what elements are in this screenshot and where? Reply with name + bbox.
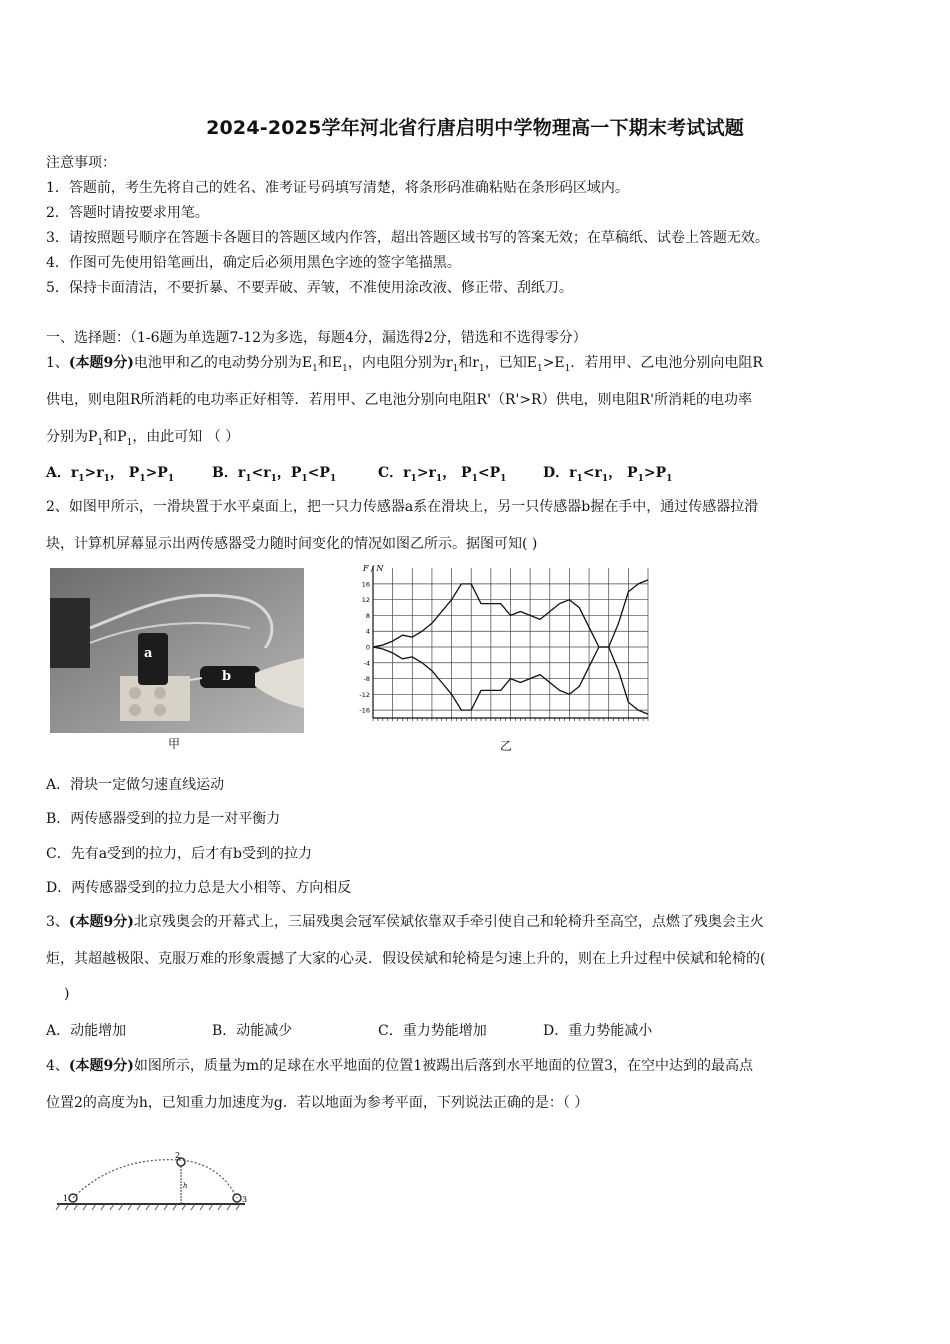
subscript: 1 [601,473,609,484]
sensor-b-label: b [222,669,232,684]
subscript: 1 [342,363,348,374]
option-text: ， P [442,465,472,481]
chart-y-tick-label: -4 [363,659,370,668]
q2-line1: 2、如图甲所示，一滑块置于水平桌面上，把一只力传感器a系在滑块上，另一只传感器b握在手中，通过传感器拉滑 [46,499,759,515]
option-text: <r [251,465,271,481]
notice-heading: 注意事项： [46,155,116,171]
q2-option-c[interactable]: C．先有a受到的拉力，后才有b受到的拉力 [46,846,313,862]
q4-line2: 位置2的高度为h，已知重力加速度为g．若以地面为参考平面，下列说法正确的是：（ ） [46,1095,589,1111]
q1-option-c[interactable] [378,462,506,484]
subscript: 1 [139,473,146,484]
option-text: <r [582,465,602,481]
q1-option-a[interactable] [46,462,174,484]
q1-text: 和r [458,355,479,371]
chart-y-tick-label: 0 [365,643,370,652]
subscript: 1 [312,363,318,374]
q4-number: 4、 [46,1058,69,1074]
option-text: r [569,465,577,481]
q3-number: 3、 [46,914,69,930]
sensor-photo [50,568,304,733]
sensor-photo-drawing [50,568,304,733]
option-text: <P [307,465,330,481]
q2-option-d[interactable]: D．两传感器受到的拉力总是大小相等、方向相反 [46,880,352,896]
q1-text: 电池甲和乙的电动势分别为E [133,355,313,371]
figure-caption-jia: 甲 [168,737,181,751]
chart-y-tick-label: 4 [365,627,370,636]
option-text: r [70,465,79,481]
subscript: 1 [564,363,571,374]
q4-line1 [46,1055,908,1075]
q3-line3: ) [64,986,70,1002]
subscript: 1 [500,473,507,484]
q3-option-d[interactable]: D．重力势能减小 [543,1023,653,1039]
q1-line2: 供电，则电阻R所消耗的电功率正好相等．若用甲、乙电池分别向电阻R'（R'>R）供电，则电阻R'所消耗的电功率 [46,392,752,408]
football-trajectory-figure [55,1148,255,1213]
sensor-a-label: a [144,646,153,661]
notice-item: 1．答题前，考生先将自己的姓名、准考证号码填写清楚，将条形码准确粘贴在条形码区域内。 [46,180,629,196]
subscript: 1 [452,363,459,374]
option-label: C． [378,465,404,481]
q1-option-b[interactable] [212,462,336,484]
chart-grid [373,566,648,721]
subscript: 1 [270,473,277,484]
subscript: 1 [167,473,175,484]
subscript: 1 [97,437,104,448]
chart-y-tick-label: -8 [363,675,370,684]
subscript: 1 [576,473,583,484]
q1-option-d[interactable] [543,462,672,484]
section-heading: 一、选择题：（1-6题为单选题7-12为多选，每题4分，漏选得2分，错选和不选得零分） [46,330,587,346]
option-text: r [237,465,246,481]
chart-y-tick-label: 16 [361,580,370,589]
option-text: >P [643,465,667,481]
q1-text: 和E [317,355,343,371]
chart-ylabel: F / N [363,564,384,573]
option-text: >r [416,465,436,481]
notice-item: 5．保持卡面清洁，不要折暴、不要弄破、弄皱，不准使用涂改液、修正带、刮纸刀。 [46,280,573,296]
option-label: A． [46,465,71,481]
q3-option-c[interactable]: C．重力势能增加 [378,1023,487,1039]
trajectory-path [73,1160,237,1198]
chart-y-tick-label: 12 [361,596,370,605]
subscript: 1 [666,473,673,484]
q3-line2: 炬，其超越极限、克服万难的形象震撼了大家的心灵．假设侯斌和轮椅是匀速上升的，则在上升过程中侯斌和轮椅的( [46,951,766,967]
position-3-label: 3 [242,1195,248,1204]
option-text: ， P [109,465,140,481]
q1-line1 [46,352,908,374]
subscript: 1 [435,473,443,484]
q3-option-a[interactable]: A．动能增加 [46,1023,127,1039]
subscript: 1 [301,473,308,484]
notice-item: 2．答题时请按要求用笔。 [46,205,209,221]
q1-score: (本题9分) [68,355,134,371]
q1-text: ，内电阻分别为r [347,355,453,371]
option-text: <P [477,465,501,481]
q3-text: 北京残奥会的开幕式上，三届残奥会冠军侯斌依靠双手牵引使自己和轮椅升至高空，点燃了残奥会主火 [133,914,764,930]
exam-title: 2024-2025学年河北省行唐启明中学物理高一下期末考试试题 [206,117,744,139]
q1-text: 和P [103,429,127,445]
q1-text: >E [542,355,565,371]
chart-y-tick-label: -12 [359,690,370,699]
q2-option-a[interactable]: A．滑块一定做匀速直线运动 [46,777,225,793]
option-text: ，P [276,465,302,481]
subscript: 1 [479,363,485,374]
subscript: 1 [245,473,252,484]
figure-caption-yi: 乙 [500,739,513,753]
position-2-label: 2 [175,1151,181,1160]
option-label: D． [543,465,570,481]
q1-text: ，由此可知 （ ） [132,429,240,445]
option-text: ， P [608,465,638,481]
q4-text: 如图所示，质量为m的足球在水平地面的位置1被踢出后落到水平地面的位置3，在空中达到的最高点 [133,1058,754,1074]
option-text: >r [84,465,104,481]
force-time-chart [345,560,655,735]
q1-text: ，已知E [484,355,537,371]
q3-line1 [46,911,908,931]
position-1-label: 1 [63,1194,69,1203]
subscript: 1 [329,473,337,484]
height-label: h [183,1182,188,1190]
q3-score: (本题9分) [68,914,134,930]
q1-line3 [46,426,908,448]
option-text: >P [145,465,168,481]
chart-y-tick-label: 8 [365,611,370,620]
subscript: 1 [637,473,644,484]
subscript: 1 [126,437,133,448]
chart-y-ticks [359,580,370,714]
notice-item: 3．请按照题号顺序在答题卡各题目的答题区域内作答，超出答题区域书写的答案无效；在草稿纸、试卷上答题无效。 [46,230,769,246]
q2-line2: 块，计算机屏幕显示出两传感器受力随时间变化的情况如图乙所示。据图可知( ) [46,536,538,552]
subscript: 1 [471,473,478,484]
subscript: 1 [410,473,417,484]
q1-text: 分别为P [46,429,98,445]
option-label: B． [212,465,238,481]
option-text: r [403,465,411,481]
chart-y-tick-label: -16 [359,706,370,715]
q2-option-b[interactable]: B．两传感器受到的拉力是一对平衡力 [46,811,281,827]
subscript: 1 [103,473,110,484]
subscript: 1 [78,473,85,484]
q1-number: 1、 [46,355,69,371]
notice-item: 4．作图可先使用铅笔画出，确定后必须用黑色字迹的签字笔描黑。 [46,255,461,271]
q1-text: ．若用甲、乙电池分别向电阻R [570,355,763,371]
q3-option-b[interactable]: B．动能减少 [212,1023,293,1039]
subscript: 1 [536,363,543,374]
q4-score: (本题9分) [68,1058,134,1074]
